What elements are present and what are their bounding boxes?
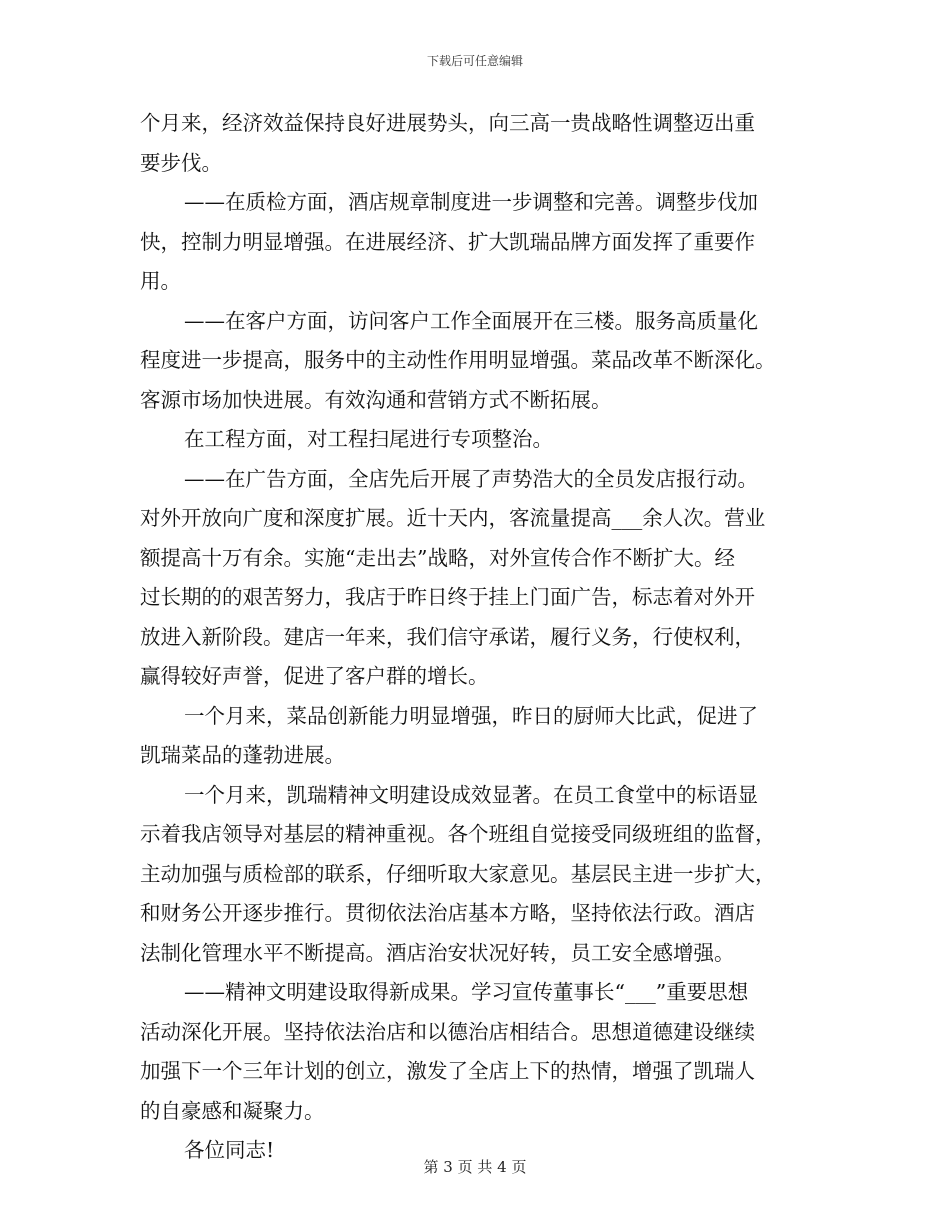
- text-line: 凯瑞菜品的蓬勃进展。: [140, 743, 345, 767]
- page-header-note: 下载后可任意编辑: [426, 54, 523, 68]
- text-line: 要步伐。: [140, 150, 222, 175]
- text-line: 程度进一步提高，服务中的主动性作用明显增强。菜品改革不断深化。: [140, 348, 776, 372]
- text-line: 主动加强与质检部的联系，仔细听取大家意见。基层民主进一步扩大，: [140, 861, 776, 886]
- page-number: 第 3 页 共 4 页: [423, 1158, 527, 1176]
- text-line: 加强下一个三年计划的创立，激发了全店上下的热情，增强了凯瑞人: [140, 1059, 755, 1083]
- text-line: 示着我店领导对基层的精神重视。各个班组自觉接受同级班组的监督，: [140, 822, 776, 846]
- text-line: 赢得较好声誉，促进了客户群的增长。: [140, 664, 489, 688]
- text-line: 各位同志!: [184, 1138, 275, 1162]
- text-line: 在工程方面，对工程扫尾进行专项整治。: [184, 427, 553, 451]
- text-line: 法制化管理水平不断提高。酒店治安状况好转，员工安全感增强。: [140, 940, 735, 965]
- text-line: 额提高十万有余。实施“走出去”战略，对外宣传合作不断扩大。经: [140, 545, 735, 570]
- text-line: 放进入新阶段。建店一年来，我们信守承诺，履行义务，行使权利，: [140, 624, 755, 649]
- text-line: 用。: [140, 269, 181, 293]
- text-line: ——精神文明建设取得新成果。学习宣传董事长“___”重要思想: [184, 980, 749, 1004]
- text-line: 个月来，经济效益保持良好进展势头，向三高一贵战略性调整迈出重: [140, 111, 755, 135]
- text-line: 和财务公开逐步推行。贯彻依法治店基本方略，坚持依法行政。酒店: [140, 901, 755, 925]
- text-line: 活动深化开展。坚持依法治店和以德治店相结合。思想道德建设继续: [140, 1019, 755, 1044]
- text-line: 过长期的的艰苦努力，我店于昨日终于挂上门面广告，标志着对外开: [140, 585, 755, 609]
- text-line: 的自豪感和凝聚力。: [140, 1098, 325, 1123]
- text-line: 一个月来，凯瑞精神文明建设成效显著。在员工食堂中的标语显: [184, 782, 758, 807]
- text-line: ——在客户方面，访问客户工作全面展开在三楼。服务高质量化: [184, 308, 758, 333]
- text-line: ——在质检方面，酒店规章制度进一步调整和完善。调整步伐加: [184, 190, 758, 214]
- text-line: 快，控制力明显增强。在进展经济、扩大凯瑞品牌方面发挥了重要作: [140, 229, 755, 254]
- text-line: ——在广告方面，全店先后开展了声势浩大的全员发店报行动。: [184, 466, 758, 491]
- text-line: 对外开放向广度和深度扩展。近十天内，客流量提高___余人次。营业: [140, 506, 766, 530]
- document-body: [140, 104, 812, 1171]
- text-line: 一个月来，菜品创新能力明显增强，昨日的厨师大比武，促进了: [184, 703, 758, 728]
- text-line: 客源市场加快进展。有效沟通和营销方式不断拓展。: [140, 387, 612, 412]
